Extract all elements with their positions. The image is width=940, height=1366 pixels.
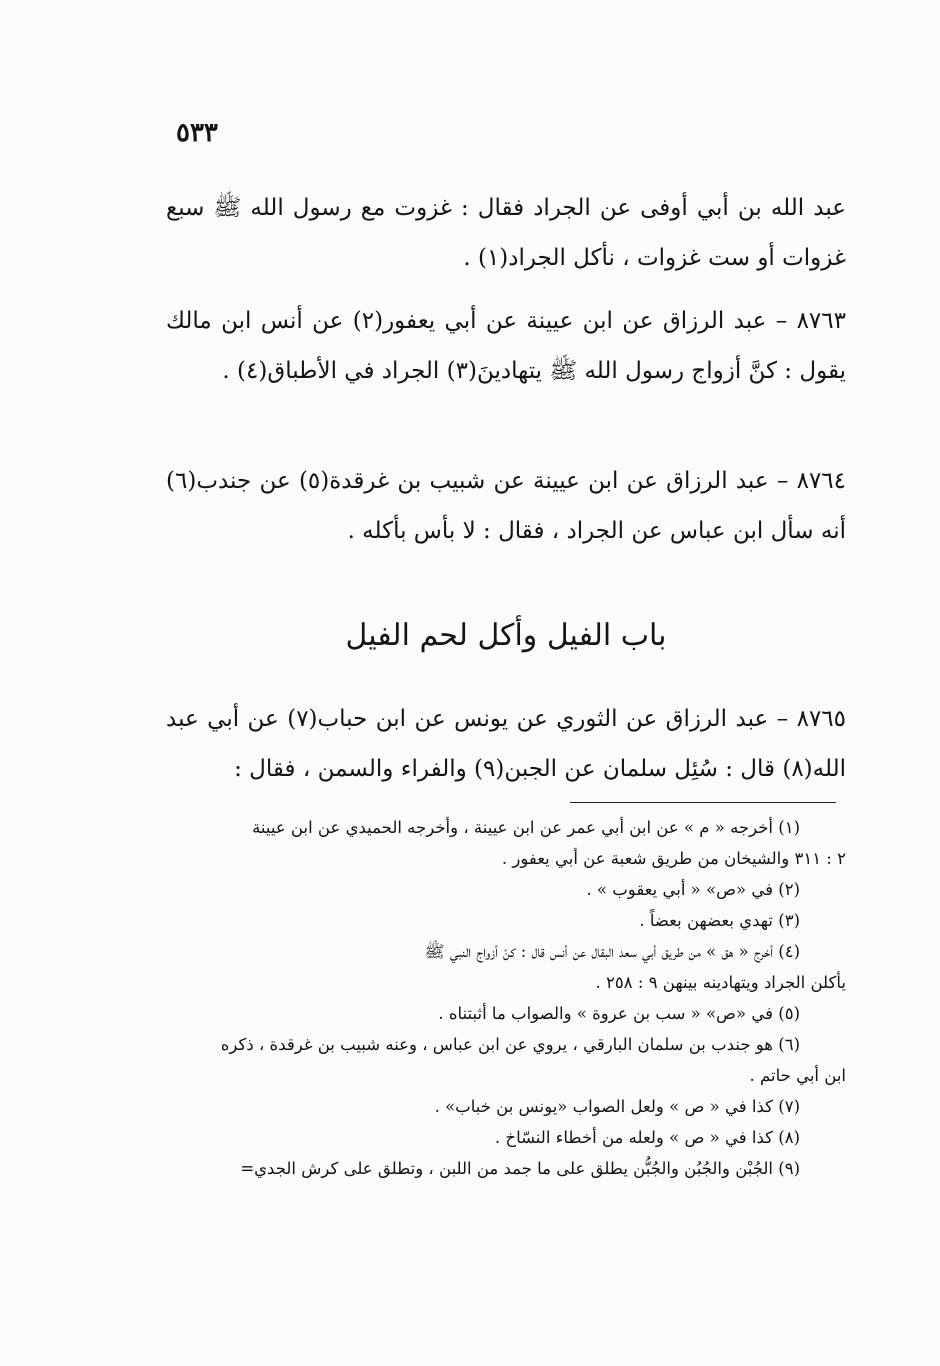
paragraph-hadith-8764: [166, 456, 846, 556]
footnote-8: (٨) كذا في « ص » ولعله من أخطاء النسّاخ .: [494, 1128, 800, 1147]
paragraph-text: ٨٧٦٥ – عبد الرزاق عن الثوري عن يونس عن ابن حباب(٧) عن أبي عبد الله(٨) قال : سُئِل سلمان عن الجبن(٩) والفراء والسمن ، فقال :: [166, 706, 847, 782]
footnote-1: (١) أخرجه « م » عن ابن أبي عمر عن ابن عيينة ، وأخرجه الحميدي عن ابن عيينة: [252, 818, 800, 837]
paragraph-hadith-8765: [166, 694, 846, 794]
footnote-6: (٦) هو جندب بن سلمان البارقي ، يروي عن ابن عباس ، وعنه شبيب بن غرقدة ، ذكره: [220, 1035, 800, 1054]
footnote-4-continuation: يأكلن الجراد ويتهادينه بينهن ٩ : ٢٥٨ .: [595, 973, 846, 992]
chapter-heading: باب الفيل وأكل لحم الفيل: [345, 618, 667, 653]
footnote-7: (٧) كذا في « ص » ولعل الصواب «يونس بن خباب» .: [434, 1097, 800, 1116]
page-number: ٥٣٣: [176, 118, 218, 148]
paragraph-text: عبد الله بن أبي أوفى عن الجراد فقال : غزوت مع رسول الله ﷺ سبع غزوات أو ست غزوات ، نأكل الجراد(١) .: [166, 195, 846, 271]
paragraph-text: ٨٧٦٣ – عبد الرزاق عن ابن عيينة عن أبي يعفور(٢) عن أنس ابن مالك يقول : كنَّ أزواج رسول الله ﷺ يتهادينَ(٣) الجراد في الأطباق(٤) .: [166, 308, 846, 384]
paragraph-hadith-continuation: [166, 183, 846, 283]
footnote-6-continuation: ابن أبي حاتم .: [749, 1066, 846, 1085]
footnote-9: (٩) الجُبْن والجُبُن والجُبُّن يطلق على ما جمد من اللبن ، وتطلق على كرش الجدي=: [240, 1159, 800, 1178]
footnotes: [166, 812, 846, 1184]
paragraph-text: ٨٧٦٤ – عبد الرزاق عن ابن عيينة عن شبيب بن غرقدة(٥) عن جندب(٦) أنه سأل ابن عباس عن الجراد ، فقال : لا بأس بأكله .: [166, 468, 847, 544]
footnote-5: (٥) في «ص» « سب بن عروة » والصواب ما أثبتناه .: [438, 1004, 800, 1023]
footnote-2: (٢) في «ص» « أبي يعقوب » .: [586, 880, 800, 899]
paragraph-hadith-8763: [166, 296, 846, 396]
footnote-divider: [570, 802, 836, 803]
footnote-3: (٣) تهدي بعضهن بعضاً .: [639, 911, 800, 930]
footnote-1-continuation: ٢ : ٣١١ والشيخان من طريق شعبة عن أبي يعفور .: [501, 849, 846, 868]
footnote-4: (٤) أخرج « هق » من طريق أبي سعد البقال عن أنس قال : كنّ أزواج النبي ﷺ: [424, 942, 800, 961]
